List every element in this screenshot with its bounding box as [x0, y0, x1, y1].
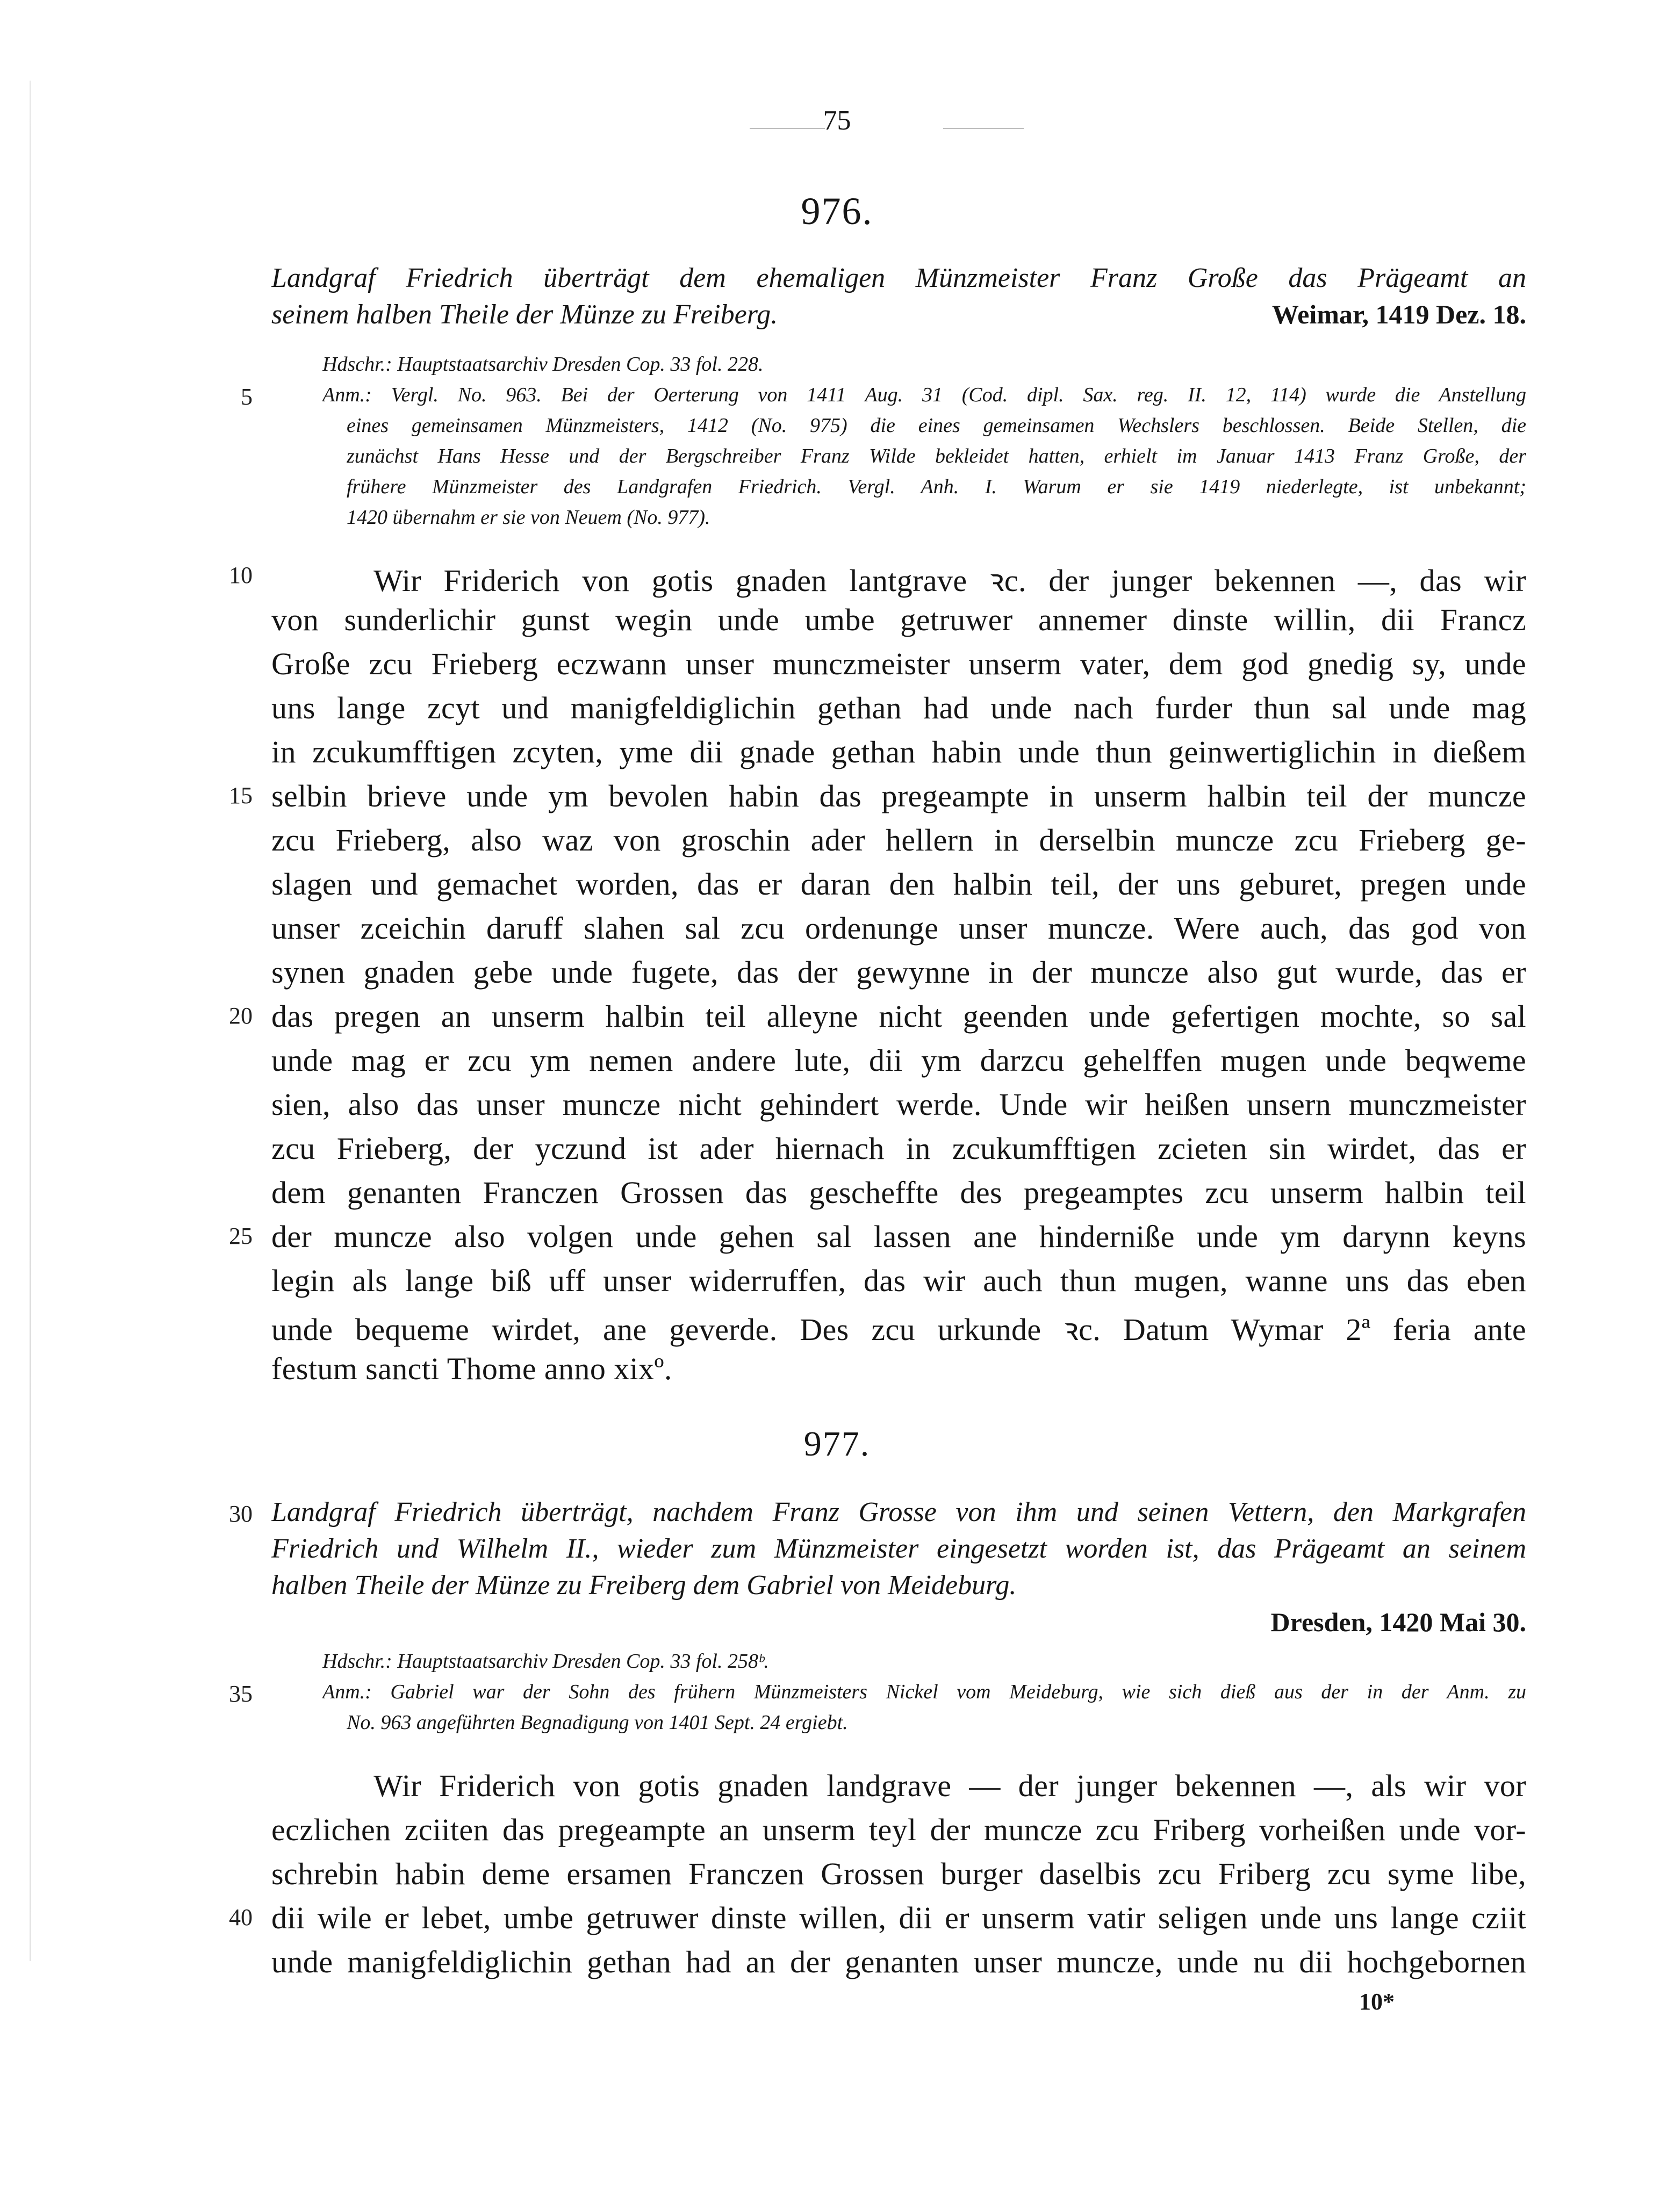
line-number: 5 [241, 384, 253, 410]
text-977-line-1: Wir Friderich von gotis gnaden landgrave — der junger bekennen —, als wir vor [373, 1768, 1526, 1803]
text-976-line-19: festum sancti Thome anno xixº. [271, 1351, 672, 1386]
folio-rule-right [943, 128, 1024, 129]
annotation-976-line-5: 1420 übernahm er sie von Neuem (No. 977). [347, 506, 710, 529]
line-number: 15 [229, 782, 253, 809]
manuscript-note-977: Hdschr.: Hauptstaatsarchiv Dresden Cop. 33 fol. 258ᵇ. [322, 1650, 769, 1673]
text-976-line-15: dem genanten Franczen Grossen das gescheffte des pregeamptes zcu unserm halbin teil [271, 1175, 1526, 1210]
text-976-line-18: unde bequeme wirdet, ane geverde. Des zcu urkunde ꝛc. Datum Wymar 2ª feria ante [271, 1312, 1526, 1347]
text-976-line-17: legin als lange biß uff unser widerruffen, das wir auch thun mugen, wanne uns das eben [271, 1263, 1526, 1298]
text-977-line-2: eczlichen zciiten das pregeampte an unserm teyl der muncze zcu Friberg vorheißen unde vor- [271, 1812, 1526, 1847]
annotation-976-line-2: eines gemeinsamen Münzmeisters, 1412 (No. 975) die eines gemeinsamen Wechslers beschlossen. Beide Stellen, die [347, 414, 1526, 437]
line-number: 40 [229, 1904, 253, 1930]
line-number: 25 [229, 1223, 253, 1249]
signature-mark: 10* [1359, 1988, 1395, 2015]
text-976-line-6: selbin brieve unde ym bevolen habin das pregeampte in unserm halbin teil der muncze [271, 779, 1526, 813]
text-976-line-7: zcu Frieberg, also waz von groschin ader hellern in derselbin muncze zcu Frieberg ge- [271, 823, 1526, 858]
document-number-976: 976. [801, 190, 873, 233]
text-976-line-13: sien, also das unser muncze nicht gehindert werde. Unde wir heißen unsern munczmeister [271, 1087, 1526, 1122]
scan-edge-line [30, 81, 31, 1961]
annotation-976-line-3: zunächst Hans Hesse und der Bergschreiber Franz Wilde bekleidet hatten, erhielt im Januar 1413 Franz Große, der [347, 445, 1526, 467]
line-number: 35 [229, 1681, 253, 1707]
regest-976-line-2 [271, 299, 1526, 330]
line-number: 20 [229, 1003, 253, 1029]
regest-977-line-1: Landgraf Friedrich überträgt, nachdem Franz Grosse von ihm und seinen Vettern, den Markgrafen [271, 1497, 1526, 1527]
regest-976-text: seinem halben Theile der Münze zu Freiberg. [271, 299, 778, 330]
regest-977-line-3: halben Theile der Münze zu Freiberg dem Gabriel von Meideburg. [271, 1570, 1017, 1601]
document-number-977: 977. [803, 1424, 871, 1464]
text-976-line-11: das pregen an unserm halbin teil alleyne nicht geenden unde gefertigen mochte, so sal [271, 999, 1526, 1034]
annotation-977-line-2: No. 963 angeführten Begnadigung von 1401 Sept. 24 ergiebt. [347, 1711, 848, 1734]
text-976-line-10: synen gnaden gebe unde fugete, das der gewynne in der muncze also gut wurde, das er [271, 955, 1526, 990]
datum-977: Dresden, 1420 Mai 30. [1270, 1607, 1526, 1637]
text-976-line-3: Große zcu Frieberg eczwann unser munczmeister unserm vater, dem god gnedig sy, unde [271, 646, 1526, 681]
manuscript-note-976: Hdschr.: Hauptstaatsarchiv Dresden Cop. 33 fol. 228. [322, 353, 764, 376]
text-977-line-4: dii wile er lebet, umbe getruwer dinste willen, dii er unserm vatir seligen unde uns lange cziit [271, 1900, 1526, 1935]
text-976-line-4: uns lange zcyt und manigfeldiglichin gethan had unde nach furder thun sal unde mag [271, 690, 1526, 725]
text-976-line-5: in zcukumfftigen zcyten, yme dii gnade gethan habin unde thun geinwertiglichin in dießem [271, 734, 1526, 769]
text-976-line-12: unde mag er zcu ym nemen andere lute, dii ym darzcu gehelffen mugen unde beqweme [271, 1043, 1526, 1078]
text-976-line-9: unser zceichin daruff slahen sal zcu ordenunge unser muncze. Were auch, das god von [271, 911, 1526, 946]
text-977-line-3: schrebin habin deme ersamen Franczen Grossen burger daselbis zcu Friberg zcu syme libe, [271, 1856, 1526, 1891]
line-number: 10 [229, 562, 253, 588]
text-977-line-5: unde manigfeldiglichin gethan had an der genanten unser muncze, unde nu dii hochgebornen [271, 1944, 1526, 1979]
text-976-line-1: Wir Friderich von gotis gnaden lantgrave ꝛc. der junger bekennen —, das wir [373, 563, 1526, 598]
text-976-line-14: zcu Frieberg, der yczund ist ader hiernach in zcukumfftigen zcieten sin wirdet, das er [271, 1131, 1526, 1166]
text-976-line-2: von sunderlichir gunst wegin unde umbe getruwer annemer dinste willin, dii Francz [271, 602, 1526, 637]
annotation-976-line-4: frühere Münzmeister des Landgrafen Friedrich. Vergl. Anh. I. Warum er sie 1419 niederlegte, ist unbekannt; [347, 475, 1526, 498]
datum-976: Weimar, 1419 Dez. 18. [1271, 299, 1526, 329]
text-976-line-16: der muncze also volgen unde gehen sal lassen ane hinderniße unde ym darynn keyns [271, 1219, 1526, 1254]
text-976-line-8: slagen und gemachet worden, das er daran den halbin teil, der uns geburet, pregen unde [271, 867, 1526, 902]
annotation-977-line-1: Anm.: Gabriel war der Sohn des frühern Münzmeisters Nickel vom Meideburg, wie sich dieß aus der in der Anm. zu [322, 1681, 1526, 1703]
page-number: 75 [823, 105, 851, 136]
regest-977-line-2: Friedrich und Wilhelm II., wieder zum Münzmeister eingesetzt worden ist, das Prägeamt an seinem [271, 1533, 1526, 1564]
annotation-976-line-1: Anm.: Vergl. No. 963. Bei der Oerterung von 1411 Aug. 31 (Cod. dipl. Sax. reg. II. 12, 114) wurde die Anstellung [322, 384, 1526, 406]
regest-976-line-1: Landgraf Friedrich überträgt dem ehemaligen Münzmeister Franz Große das Prägeamt an [271, 263, 1526, 293]
line-number: 30 [229, 1501, 253, 1527]
